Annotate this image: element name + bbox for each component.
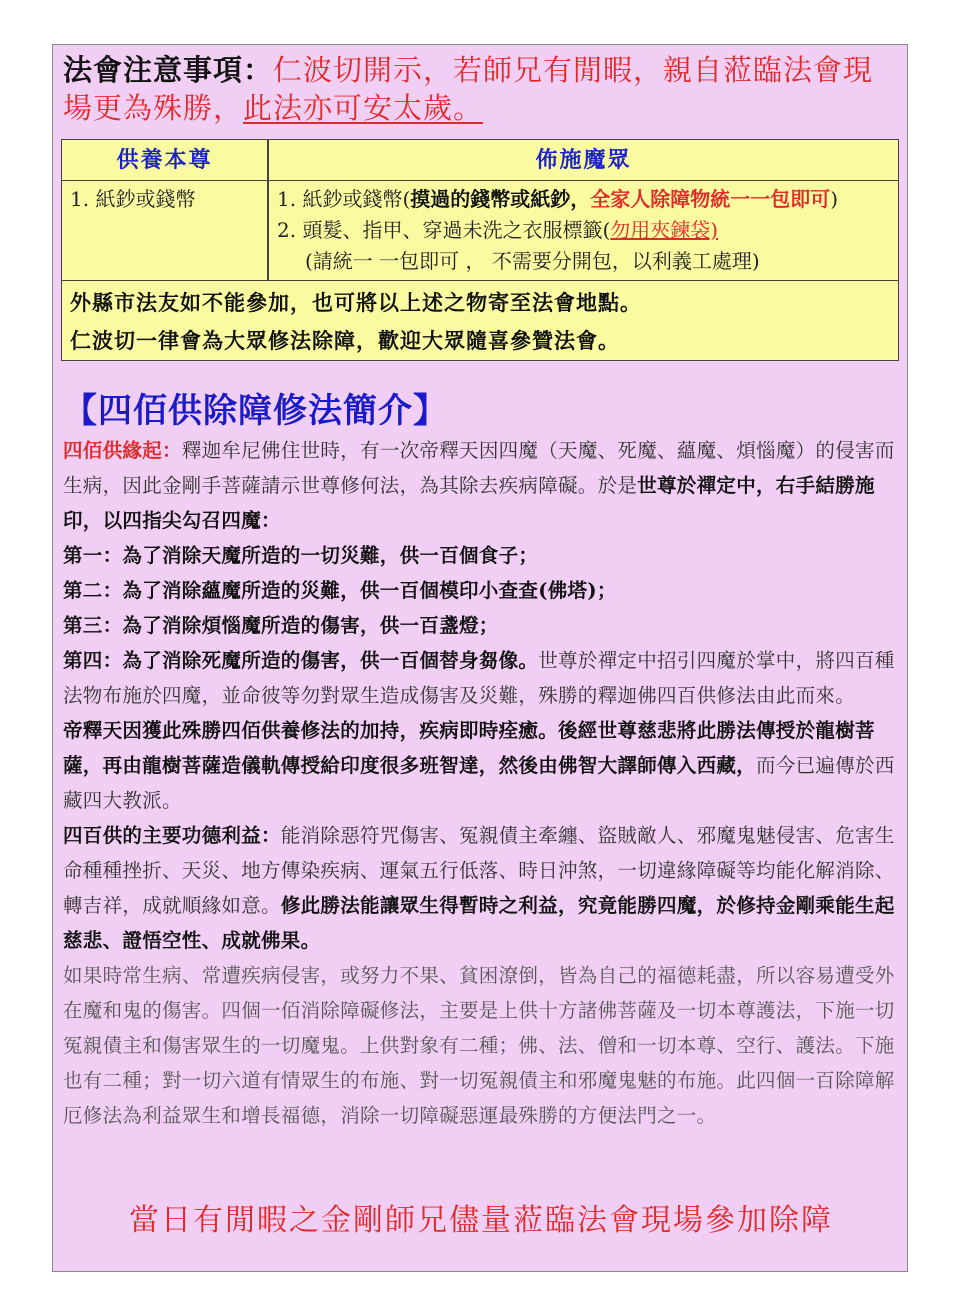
first-offering: 第一：為了消除天魔所造的一切災難，供一百個食子； xyxy=(63,544,539,567)
footer-welcome-note: 仁波切一律會為大眾修法除障，歡迎大眾隨喜參贊法會。 xyxy=(70,328,620,353)
second-offering: 第二：為了消除蘊魔所造的災難，供一百個模印小查查(佛塔)； xyxy=(63,579,617,602)
notice-underlined-text: 此法亦可安太歲。 xyxy=(243,91,484,125)
lineage-paragraph: 帝釋天因獲此殊勝四佰供養修法的加持，疾病即時痊癒。後經世尊慈悲將此勝法傳授於龍樹菩薩，再由龍樹菩薩造儀軌傳授給印度很多班智達，然後由佛智大譯師傳入西藏，而今已遍傳於西藏四大教派。 xyxy=(63,719,895,812)
header-give-demons: 佈施魔眾 xyxy=(535,147,632,173)
notice-label: 法會注意事項： xyxy=(63,53,274,87)
notice-block xyxy=(63,51,899,127)
section-title: 【四佰供除障修法簡介】 xyxy=(63,391,448,431)
right-item-2: 2. 頭髮、指甲、穿過未洗之衣服標籤(勿用夾鍊袋) xyxy=(277,218,719,242)
origin-paragraph: 四佰供緣起：釋迦牟尼佛住世時，有一次帝釋天因四魔（天魔、死魔、蘊魔、煩惱魔）的侵害而生病，因此金剛手菩薩請示世尊修何法，為其除去疾病障礙。於是世尊於禪定中，右手結勝施印，以四指尖勾召四魔： xyxy=(63,439,895,532)
right-item-note: (請統一 一包即可 ， 不需要分開包，以利義工處理) xyxy=(305,249,760,273)
right-item-1: 1. 紙鈔或錢幣(摸過的錢幣或紙鈔，全家人除障物統一一包即可) xyxy=(277,187,839,211)
benefits-paragraph: 四百供的主要功德利益：能消除惡符咒傷害、冤親債主牽纏、盜賊敵人、邪魔鬼魅侵害、危害生命種種挫折、天災、地方傳染疾病、運氣五行低落、時日沖煞，一切違緣障礙等均能化解消除、轉吉祥，成就順緣如意。修此勝法能讓眾生得暫時之利益，究竟能勝四魔，於修持金剛乘能生起慈悲、證悟空性、成就佛果。 xyxy=(63,824,895,952)
third-offering: 第三：為了消除煩惱魔所造的傷害，供一百盞燈； xyxy=(63,614,499,637)
intro-body xyxy=(63,433,899,1133)
left-cell-item: 1. 紙鈔或錢幣 xyxy=(70,187,196,211)
explanation-paragraph: 如果時常生病、常遭疾病侵害，或努力不果、貧困潦倒，皆為自己的福德耗盡，所以容易遭受外在魔和鬼的傷害。四個一佰消除障礙修法，主要是上供十方諸佛菩薩及一切本尊護法，下施一切冤親債主和傷害眾生的一切魔鬼。上供對象有二種；佛、法、僧和一切本尊、空行、護法。下施也有二種；對一切六道有情眾生的布施、對一切冤親債主和邪魔鬼魅的布施。此四個一百除障解厄修法為利益眾生和增長福德，消除一切障礙惡運最殊勝的方便法門之一。 xyxy=(63,964,895,1127)
table-footer xyxy=(62,280,898,360)
closing-line: 當日有閒暇之金剛師兄儘量蒞臨法會現場參加除障 xyxy=(129,1203,833,1238)
fourth-offering: 第四：為了消除死魔所造的傷害，供一百個替身芻像。世尊於禪定中招引四魔於掌中，將四百種法物布施於四魔，並命彼等勿對眾生造成傷害及災難，殊勝的釋迦佛四百供修法由此而來。 xyxy=(63,649,895,707)
footer-mail-note: 外縣市法友如不能參加，也可將以上述之物寄至法會地點。 xyxy=(70,290,642,315)
right-cell-items xyxy=(277,184,892,277)
notice-text: 仁波切開示，若師兄有閒暇，親自蒞臨法會現場更為殊勝， xyxy=(63,53,874,125)
header-offer-deity: 供養本尊 xyxy=(116,147,213,173)
flyer-sheet xyxy=(52,44,908,1272)
offering-table xyxy=(61,139,899,361)
